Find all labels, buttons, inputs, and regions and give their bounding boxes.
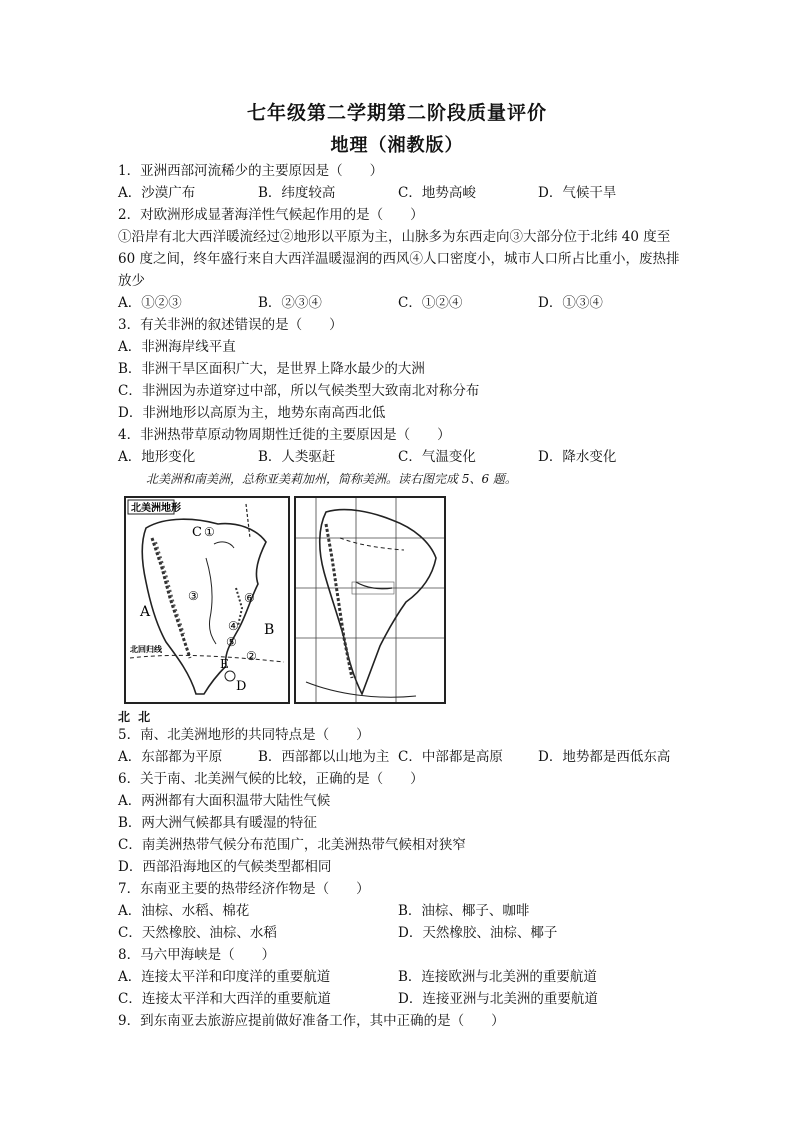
page-subtitle: 地理（湘教版） bbox=[330, 135, 464, 156]
q5-stem: 5．南、北美洲地形的共同特点是（ ） bbox=[118, 727, 370, 743]
q7-stem: 7．东南亚主要的热带经济作物是（ ） bbox=[118, 881, 370, 897]
q6-option-d: D．西部沿海地区的气候类型都相同 bbox=[118, 859, 332, 875]
q2-option-b: B．②③④ bbox=[258, 295, 322, 311]
q6-option-c: C．南美洲热带气候分布范围广，北美洲热带气候相对狭窄 bbox=[118, 837, 466, 853]
q1-option-d: D．气候干旱 bbox=[538, 185, 617, 201]
q1-stem: 1．亚洲西部河流稀少的主要原因是（ ） bbox=[118, 163, 384, 179]
question-list bbox=[118, 160, 688, 1032]
north-america-map bbox=[124, 496, 290, 704]
q2-option-d: D．①③④ bbox=[538, 295, 603, 311]
q4-option-b: B．人类驱赶 bbox=[258, 449, 336, 465]
q7-option-d: D．天然橡胶、油棕、椰子 bbox=[398, 925, 558, 941]
q5-option-a: A．东部都为平原 bbox=[118, 749, 223, 765]
south-america-map bbox=[294, 496, 446, 704]
q2-stem: 2．对欧洲形成显著海洋性气候起作用的是（ ） bbox=[118, 207, 424, 223]
q6-option-b: B．两大洲气候都具有暖湿的特征 bbox=[118, 815, 317, 831]
label-1-circled: ② bbox=[246, 649, 257, 663]
label-5-circled: ⑤ bbox=[226, 635, 237, 649]
q7-option-c: C．天然橡胶、油棕、水稻 bbox=[118, 925, 277, 941]
q6-option-a: A．两洲都有大面积温带大陆性气候 bbox=[118, 793, 331, 809]
q4-options bbox=[118, 446, 688, 468]
q4-stem: 4．非洲热带草原动物周期性迁徙的主要原因是（ ） bbox=[118, 427, 451, 443]
label-a: A bbox=[140, 604, 151, 620]
q5-option-b: B．西部都以山地为主 bbox=[258, 749, 390, 765]
q7-option-a: A．油棕、水稻、棉花 bbox=[118, 903, 250, 919]
label-4-circled: ④ bbox=[228, 619, 239, 633]
q8-option-b: B．连接欧洲与北美洲的重要航道 bbox=[398, 969, 597, 985]
q5-option-d: D．地势都是西低东高 bbox=[538, 749, 671, 765]
q2-options bbox=[118, 292, 688, 314]
label-d: D bbox=[236, 679, 247, 694]
q8-options-row2 bbox=[118, 988, 688, 1010]
label-b: B bbox=[264, 622, 275, 638]
cut-off-text: 北 北 bbox=[118, 710, 153, 724]
q3-option-d: D．非洲地形以高原为主，地势东南高西北低 bbox=[118, 405, 386, 421]
q5-options bbox=[118, 746, 688, 768]
q3-option-b: B．非洲干旱区面积广大，是世界上降水最少的大洲 bbox=[118, 361, 425, 377]
q4-option-c: C．气温变化 bbox=[398, 449, 476, 465]
q4-option-a: A．地形变化 bbox=[118, 449, 196, 465]
q7-option-b: B．油棕、椰子、咖啡 bbox=[398, 903, 530, 919]
q3-stem: 3．有关非洲的叙述错误的是（ ） bbox=[118, 317, 343, 333]
q9-stem: 9．到东南亚去旅游应提前做好准备工作，其中正确的是（ ） bbox=[118, 1013, 505, 1029]
q1-option-a: A．沙漠广布 bbox=[118, 185, 196, 201]
q2-option-c: C．①②④ bbox=[398, 295, 463, 311]
americas-maps bbox=[118, 492, 688, 724]
q8-option-d: D．连接亚洲与北美洲的重要航道 bbox=[398, 991, 598, 1007]
q8-stem: 8．马六甲海峡是（ ） bbox=[118, 947, 276, 963]
na-map-title: 北美洲地形 bbox=[131, 503, 181, 514]
q6-stem: 6．关于南、北美洲气候的比较，正确的是（ ） bbox=[118, 771, 424, 787]
label-2-circled: ① bbox=[204, 525, 215, 539]
q7-options-row2 bbox=[118, 922, 688, 944]
q4-option-d: D．降水变化 bbox=[538, 449, 617, 465]
q5-option-c: C．中部都是高原 bbox=[398, 749, 503, 765]
q8-option-a: A．连接太平洋和印度洋的重要航道 bbox=[118, 969, 331, 985]
label-3-circled: ③ bbox=[188, 589, 199, 603]
label-e: E bbox=[220, 657, 229, 671]
q2-detail: ①沿岸有北大西洋暖流经过②地形以平原为主，山脉多为东西走向③大部分位于北纬 40 度至 60 度之间，终年盛行来自大西洋温暖湿润的西风④人口密度小，城市人口所占比重小，废热排放少 bbox=[118, 229, 680, 289]
label-c: C bbox=[192, 525, 202, 540]
q1-options bbox=[118, 182, 688, 204]
q1-option-c: C．地势高峻 bbox=[398, 185, 476, 201]
tropic-label: 北回归线 bbox=[130, 644, 162, 654]
page-title: 七年级第二学期第二阶段质量评价 bbox=[246, 102, 547, 124]
label-6-circled: ⑥ bbox=[244, 591, 255, 605]
q2-option-a: A．①②③ bbox=[118, 295, 182, 311]
q7-options-row1 bbox=[118, 900, 688, 922]
q8-option-c: C．连接太平洋和大西洋的重要航道 bbox=[118, 991, 331, 1007]
q3-option-a: A．非洲海岸线平直 bbox=[118, 339, 236, 355]
q3-option-c: C．非洲因为赤道穿过中部，所以气候类型大致南北对称分布 bbox=[118, 383, 480, 399]
q8-options-row1 bbox=[118, 966, 688, 988]
q1-option-b: B．纬度较高 bbox=[258, 185, 336, 201]
map-intro: 北美洲和南美洲，总称亚美莉加州，简称美洲。读右图完成 5、6 题。 bbox=[146, 472, 517, 486]
